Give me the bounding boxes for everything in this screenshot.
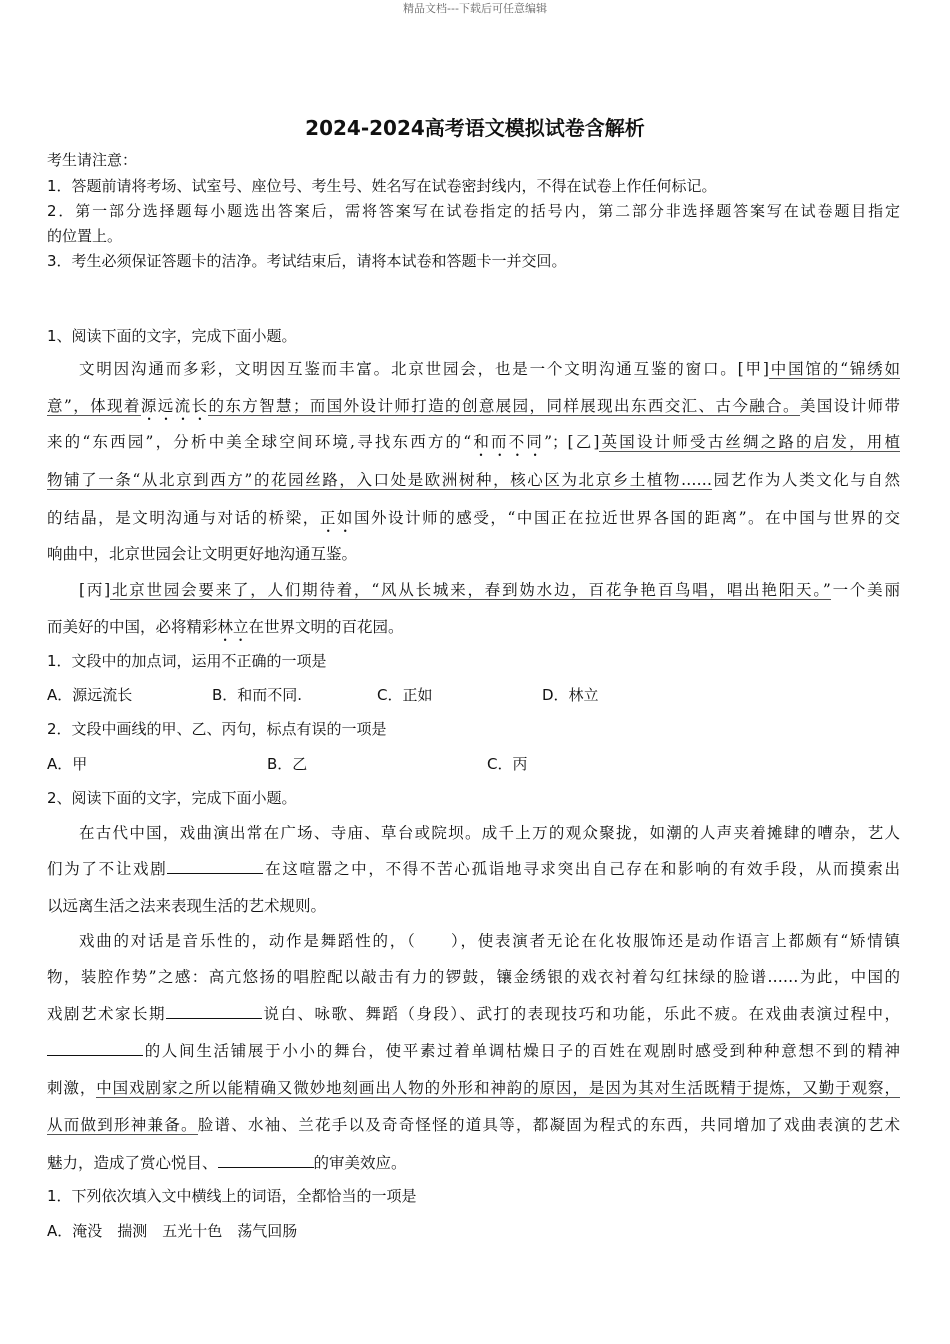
q2-options	[47, 753, 900, 775]
text-segment: 1．答题前请将考场、试室号、座位号、考生号、姓名写在试卷密封线内，不得在试卷上作任何标记。	[47, 177, 717, 195]
text-segment: 美国设计师带	[799, 397, 900, 415]
q2-option-c[interactable]: C．丙	[487, 755, 528, 773]
q1-options	[47, 684, 900, 706]
text-segment: ”；[乙]	[544, 433, 600, 451]
text-line	[47, 507, 900, 536]
text-line	[47, 431, 900, 460]
text-segment: 戏曲的对话是音乐性的，动作是舞蹈性的，（ ），使表演者无论在化妆服饰还是动作语言上都颇有“矫情镇	[79, 932, 900, 950]
text-line	[47, 858, 900, 880]
text-line	[47, 175, 900, 197]
underlined-text: 中国馆的“锦绣如	[768, 360, 900, 378]
q1-option-c[interactable]: C．正如	[377, 686, 433, 704]
dotted-emphasis-text: 林立	[217, 618, 249, 636]
text-segment: [丙]	[79, 581, 111, 599]
text-segment: 1．下列依次填入文中横线上的词语，全都恰当的一项是	[47, 1187, 417, 1205]
underlined-text: 中国戏剧家之所以能精确又微妙地刻画出人物的外形和神韵的原因，是因为其对生活既精于提炼，又勤于观察，	[96, 1079, 900, 1097]
text-line	[47, 395, 900, 424]
text-line	[47, 1152, 900, 1174]
text-line	[47, 930, 900, 952]
text-segment: 魅力，造成了赏心悦目、	[47, 1154, 218, 1172]
page-title: 2024-2024高考语文模拟试卷含解析	[305, 116, 645, 140]
text-line	[47, 966, 900, 988]
text-line	[47, 822, 900, 844]
text-line	[47, 1040, 900, 1062]
fill-in-blank	[47, 1041, 143, 1056]
text-segment: 响曲中，北京世园会让文明更好地沟通互鉴。	[47, 545, 358, 563]
text-segment: 们为了不让戏剧	[47, 860, 168, 878]
text-segment: 的审美效应。	[313, 1154, 407, 1172]
q2-option-a[interactable]: A．甲	[47, 755, 88, 773]
text-segment: 考生请注意：	[47, 151, 138, 169]
text-line	[47, 616, 900, 645]
text-line	[47, 1003, 900, 1025]
text-segment: 国外设计师的感受，“中国正在拉近世界各国的距离”。在中国与世界的交	[353, 509, 900, 527]
underlined-text: 物铺了一条“从北京到西方”的花园丝路，入口处是欧洲树种，核心区为北京乡土植物……	[47, 471, 713, 489]
underlined-text: 意”，体现着	[47, 397, 141, 415]
text-segment: 1、阅读下面的文字，完成下面小题。	[47, 327, 297, 345]
text-line	[47, 543, 900, 565]
q1-option-b[interactable]: B．和而不同.	[212, 686, 303, 704]
text-line	[47, 149, 900, 171]
dotted-emphasis-text: 正如	[319, 509, 354, 527]
q2-option-b[interactable]: B．乙	[267, 755, 308, 773]
q1-option-d[interactable]: D．林立	[542, 686, 599, 704]
text-segment: 以远离生活之法来表现生活的艺术规则。	[47, 897, 327, 915]
text-segment: 的人间生活铺展于小小的舞台，使平素过着单调枯燥日子的百姓在观剧时感受到种种意想不到的精神	[143, 1042, 900, 1060]
text-segment: 2．文段中画线的甲、乙、丙句，标点有误的一项是	[47, 720, 387, 738]
text-segment: 在这喧嚣之中，不得不苦心孤诣地寻求突出自己存在和影响的有效手段，从而摸索出	[263, 860, 900, 878]
underlined-text: 北京世园会要来了，人们期待着，“风从长城来，春到妫水边，百花争艳百鸟唱，唱出艳阳天。”	[110, 581, 831, 599]
dotted-emphasis-text: 和而不同	[471, 433, 545, 451]
text-segment: 的位置上。	[47, 227, 123, 245]
text-segment: A．淹没 揣测 五光十色 荡气回肠	[47, 1222, 298, 1240]
text-line	[47, 787, 900, 809]
underlined-text: 英国设计师受古丝绸之路的启发，用植	[599, 433, 900, 451]
page-header: 精品文档---下载后可任意编辑	[403, 2, 547, 15]
text-line	[47, 469, 900, 491]
text-line	[47, 200, 900, 222]
text-segment: 的结晶，是文明沟通与对话的桥梁，	[47, 509, 320, 527]
text-segment: 1．文段中的加点词，运用不正确的一项是	[47, 652, 327, 670]
text-line	[47, 225, 900, 247]
fill-in-blank	[218, 1153, 314, 1168]
fill-in-blank	[167, 859, 263, 874]
text-line	[47, 895, 900, 917]
text-segment: 戏剧艺术家长期	[47, 1005, 166, 1023]
text-line	[47, 579, 900, 601]
text-segment: 一个美丽	[830, 581, 900, 599]
text-segment: 说白、咏歌、舞蹈（身段）、武打的表现技巧和功能，乐此不疲。在戏曲表演过程中，	[261, 1005, 900, 1023]
text-segment: 物，装腔作势”之感：高亢悠扬的唱腔配以敲击有力的锣鼓，镶金绣银的戏衣衬着勾红抹绿的脸谱……为此，中国的	[47, 968, 900, 986]
text-segment: 来的“东西园”，分析中美全球空间环境,寻找东西方的“	[47, 433, 472, 451]
text-line	[47, 1114, 900, 1136]
text-line	[47, 358, 900, 380]
text-line	[47, 718, 900, 740]
text-line	[47, 325, 900, 347]
text-segment: 2、阅读下面的文字，完成下面小题。	[47, 789, 297, 807]
underlined-text: 从而做到形神兼备。	[47, 1116, 198, 1134]
text-line	[47, 1220, 900, 1242]
text-segment: 刺激，	[47, 1079, 97, 1097]
text-segment: 脸谱、水袖、兰花手以及奇奇怪怪的道具等，都凝固为程式的东西，共同增加了戏曲表演的艺术	[197, 1116, 900, 1134]
text-line	[47, 650, 900, 672]
q1-option-a[interactable]: A．源远流长	[47, 686, 133, 704]
text-segment: 3．考生必须保证答题卡的洁净。考试结束后，请将本试卷和答题卡一并交回。	[47, 252, 567, 270]
text-line	[47, 250, 900, 272]
text-line	[47, 1077, 900, 1099]
text-segment: 在世界文明的百花园。	[248, 618, 404, 636]
dotted-emphasis-text: 源远流长	[140, 397, 209, 415]
text-segment: 在古代中国，戏曲演出常在广场、寺庙、草台或院坝。成千上万的观众聚拢，如潮的人声夹着摊肆的嘈杂，艺人	[79, 824, 900, 842]
text-segment: 园艺作为人类文化与自然	[712, 471, 900, 489]
underlined-text: 的东方智慧；而国外设计师打造的创意展园，同样展现出东西交汇、古今融合。	[208, 397, 800, 415]
text-segment: 而美好的中国，必将精彩	[47, 618, 218, 636]
text-segment: 文明因沟通而多彩，文明因互鉴而丰富。北京世园会，也是一个文明沟通互鉴的窗口。[甲]	[79, 360, 769, 378]
fill-in-blank	[166, 1004, 262, 1019]
text-segment: 2．第一部分选择题每小题选出答案后，需将答案写在试卷指定的括号内，第二部分非选择题答案写在试卷题目指定	[47, 202, 900, 220]
text-line	[47, 1185, 900, 1207]
